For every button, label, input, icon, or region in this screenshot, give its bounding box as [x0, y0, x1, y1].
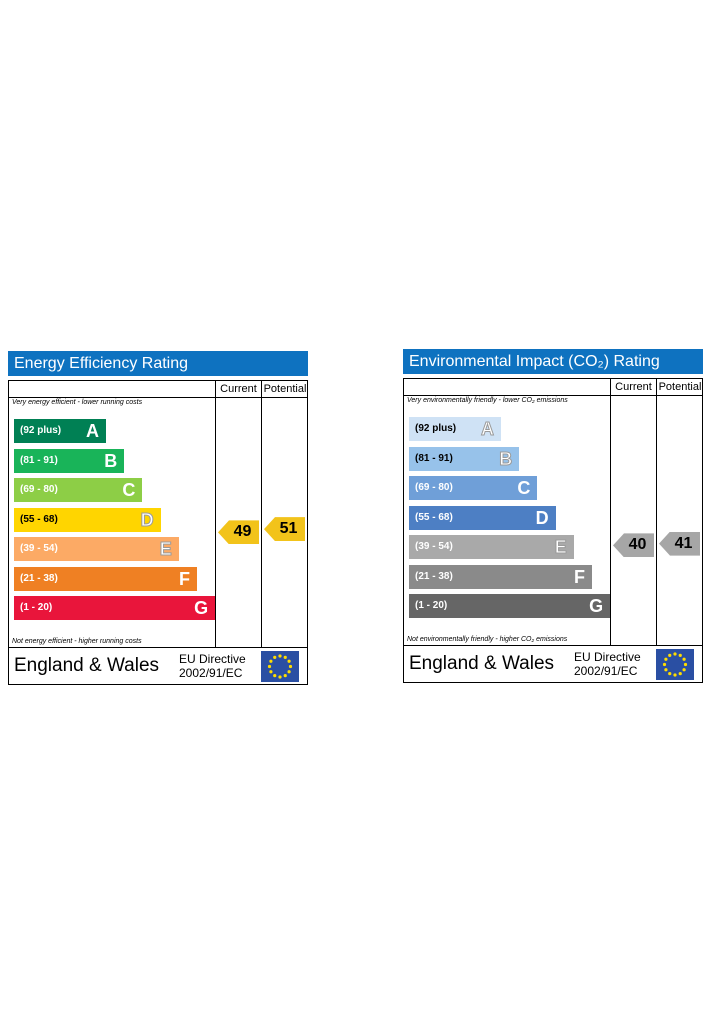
band-c [409, 476, 537, 500]
current-column-header: Current [220, 383, 257, 395]
eu-star [673, 673, 676, 676]
potential-rating-arrow [659, 532, 700, 556]
eu-star [668, 672, 671, 675]
eu-star [289, 665, 292, 668]
band-letter: F [179, 568, 190, 589]
footer-directive [179, 652, 246, 680]
eu-star [682, 658, 685, 661]
band-letter: F [574, 566, 585, 587]
band-b [14, 449, 124, 473]
band-e [409, 535, 574, 559]
band-range-label: (92 plus) [20, 425, 62, 436]
band-range-label: (81 - 91) [20, 454, 58, 466]
environmental-impact-chart [403, 349, 703, 678]
eu-star [663, 663, 666, 666]
band-a [409, 417, 501, 441]
footer-directive [574, 650, 641, 678]
band-g [409, 594, 610, 618]
band-b [409, 447, 519, 471]
eu-flag-icon [261, 651, 299, 682]
band-c [14, 478, 142, 502]
band-letter: D [140, 509, 154, 530]
band-a [14, 419, 106, 443]
eu-star [673, 652, 676, 655]
directive-line-2: 2002/91/EC [179, 666, 243, 680]
energy-efficiency-title: Energy Efficiency Rating [8, 351, 308, 376]
footer-region: England & Wales [409, 653, 555, 674]
eu-star [287, 670, 290, 673]
band-letter: B [499, 448, 513, 469]
band-range-label: (1 - 20) [20, 602, 53, 613]
potential-column-header: Potential [658, 381, 702, 393]
band-range-label: (39 - 54) [20, 543, 58, 554]
potential-rating-value: 51 [279, 520, 298, 538]
top-note: Very environmentally friendly - lower CO₂ emissions [407, 397, 568, 404]
footer-region: England & Wales [14, 655, 160, 676]
band-letter: E [554, 537, 567, 557]
band-letter: G [589, 596, 604, 616]
eu-star [284, 656, 287, 659]
eu-star [679, 672, 682, 675]
energy-efficiency-chart [8, 351, 308, 680]
band-letter: B [104, 450, 118, 471]
current-rating-value: 40 [628, 536, 647, 554]
eu-star [664, 658, 667, 661]
band-range-label: (21 - 38) [415, 570, 453, 582]
eu-star [278, 675, 281, 678]
eu-star [278, 654, 281, 657]
band-e [14, 537, 179, 561]
energy-efficiency-table [8, 380, 308, 685]
band-range-label: (92 plus) [415, 423, 457, 434]
eu-star [273, 674, 276, 677]
current-rating-arrow [613, 533, 654, 557]
band-range-label: (69 - 80) [415, 482, 453, 493]
bottom-note: Not energy efficient - higher running costs [12, 638, 142, 645]
band-range-label: (69 - 80) [20, 484, 58, 495]
eu-star [664, 668, 667, 671]
environmental-impact-title: Environmental Impact (CO₂) Rating [403, 349, 703, 374]
eu-flag-icon [656, 649, 694, 680]
band-letter: G [194, 598, 209, 618]
band-d [409, 506, 556, 530]
band-letter: A [86, 421, 99, 441]
current-rating-arrow [218, 520, 259, 544]
directive-line-2: 2002/91/EC [574, 664, 638, 678]
eu-star [269, 660, 272, 663]
potential-rating-value: 41 [674, 534, 693, 552]
eu-star [269, 670, 272, 673]
band-range-label: (81 - 91) [415, 452, 453, 464]
top-note: Very energy efficient - lower running costs [12, 399, 143, 406]
band-f [14, 567, 197, 591]
directive-line-1: EU Directive [574, 650, 641, 664]
band-letter: C [122, 480, 136, 500]
current-rating-value: 49 [233, 523, 252, 541]
band-letter: D [535, 507, 549, 528]
band-letter: E [159, 539, 172, 559]
band-range-label: (1 - 20) [415, 600, 448, 611]
band-range-label: (55 - 68) [20, 513, 58, 525]
eu-star [682, 668, 685, 671]
band-range-label: (21 - 38) [20, 572, 58, 584]
eu-star [679, 654, 682, 657]
band-f [409, 565, 592, 589]
potential-column-header: Potential [263, 383, 307, 395]
band-range-label: (39 - 54) [415, 541, 453, 552]
band-letter: C [517, 478, 531, 498]
band-range-label: (55 - 68) [415, 511, 453, 523]
current-column-header: Current [615, 381, 652, 393]
eu-star [284, 674, 287, 677]
environmental-impact-table [403, 378, 703, 683]
bottom-note: Not environmentally friendly - higher CO₂ emissions [407, 636, 568, 643]
eu-star [684, 663, 687, 666]
band-g [14, 596, 215, 620]
band-letter: A [481, 419, 494, 439]
band-d [14, 508, 161, 532]
eu-star [273, 656, 276, 659]
eu-star [287, 660, 290, 663]
directive-line-1: EU Directive [179, 652, 246, 666]
eu-star [668, 654, 671, 657]
eu-star [268, 665, 271, 668]
potential-rating-arrow [264, 517, 305, 541]
